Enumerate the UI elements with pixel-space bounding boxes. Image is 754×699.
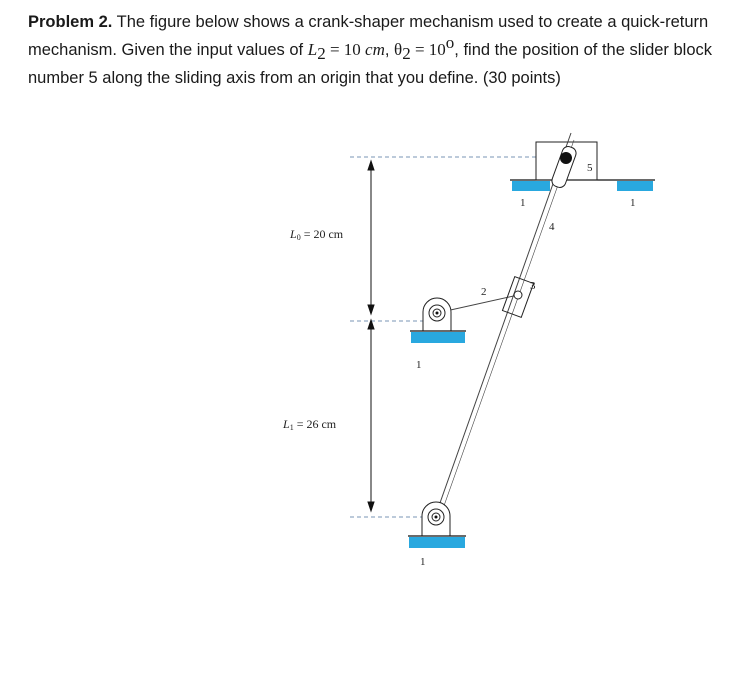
lower-pivot [408,502,466,548]
theta-equals: = 10 [410,40,446,59]
l0-label: L0 = 20 cm [290,227,344,242]
label-link-5: 5 [587,162,593,174]
l1-arrow-bottom [368,502,374,511]
theta-subscript: 2 [402,44,411,63]
lower-pivot-pin [435,516,438,519]
l1-label: L1 = 26 cm [283,417,337,432]
l2-unit: cm [365,40,385,59]
problem-heading: Problem 2. [28,13,113,31]
l2-equals: = 10 [325,40,366,59]
upper-ground-hatch [411,332,465,343]
slider-guide-ground [510,180,655,191]
ground-right-top [617,181,653,191]
dimension-l1 [368,320,374,511]
label-link-2: 2 [481,286,487,298]
lower-ground-hatch [409,537,465,548]
problem-intro: The figure below shows a crank-shaper mechanism used to create a quick-return mechanism. Given the input values of [28,13,709,59]
link-4-line-edge [440,140,574,517]
label-link-1-bottom: 1 [420,556,426,568]
upper-pivot-pin [436,312,439,315]
problem-comma: , [384,41,395,59]
theta-degree: o [445,33,455,52]
label-link-1-middle: 1 [416,359,422,371]
problem-outro: , find the position of the slider block number 5 along the sliding axis from an origin that you define. (30 points) [28,41,713,87]
block-3-pin [514,291,522,299]
label-link-3: 3 [530,280,536,292]
link-4-rocker [435,133,578,517]
theta-symbol: θ [394,40,403,59]
ground-left-top [512,181,550,191]
slider-pin-block [550,145,578,189]
l0-arrow-bottom [368,305,374,314]
slider-pin [560,152,572,164]
dimension-l0 [368,161,374,314]
l0-arrow-top [368,161,374,170]
label-link-1-top-right: 1 [630,197,636,209]
upper-pivot [410,298,466,343]
l2-subscript: 2 [317,44,326,63]
l2-symbol: L [307,40,318,59]
label-link-4: 4 [549,221,555,233]
link-4-line [435,133,571,517]
label-link-1-top-left: 1 [520,197,526,209]
